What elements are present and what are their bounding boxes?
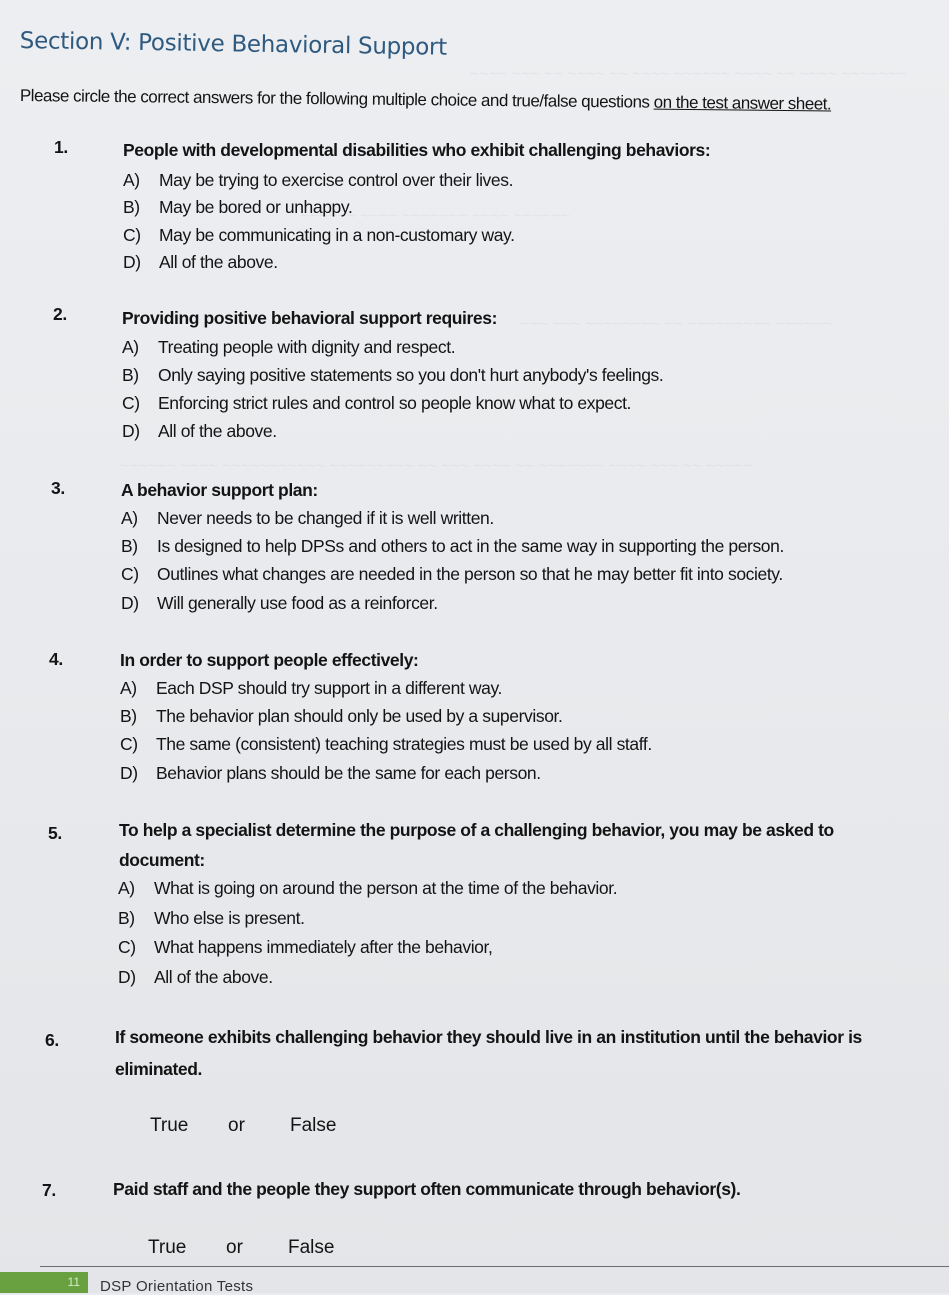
question-number: 2.	[53, 304, 67, 324]
option-text: All of the above.	[159, 252, 278, 272]
instructions-underlined: on the test answer sheet.	[653, 92, 832, 114]
option-text: Only saying positive statements so you don't hurt anybody's feelings.	[158, 365, 664, 385]
option-d[interactable]	[123, 252, 278, 273]
option-d[interactable]	[118, 967, 273, 988]
option-a[interactable]	[121, 508, 494, 529]
true-false-choice	[148, 1237, 334, 1259]
false-option[interactable]: False	[290, 1115, 337, 1136]
option-letter: D)	[123, 252, 141, 272]
bleed-through-text: ~~~~ ~~~ ~~ ~~~~ ~~ ~~~~ ~~~~~~ ~~~~ ~~ ~~~~ ~~~~~~~	[470, 66, 907, 83]
instructions	[20, 86, 831, 114]
option-letter: C)	[121, 564, 139, 584]
option-letter: B)	[122, 365, 139, 385]
option-letter: D)	[121, 593, 139, 613]
false-option[interactable]: False	[288, 1237, 335, 1258]
question-number: 4.	[49, 649, 63, 669]
footer-page-number: 11	[0, 1272, 88, 1293]
option-text: What is going on around the person at the time of the behavior.	[154, 878, 618, 898]
option-d[interactable]	[122, 421, 277, 442]
option-c[interactable]	[120, 734, 652, 755]
option-text: Enforcing strict rules and control so people know what to expect.	[158, 393, 632, 413]
option-d[interactable]	[121, 593, 438, 614]
option-text: The same (consistent) teaching strategies must be used by all staff.	[156, 734, 652, 754]
option-text: Each DSP should try support in a different way.	[156, 678, 502, 698]
option-c[interactable]	[121, 564, 783, 585]
question-number: 5.	[48, 823, 62, 843]
option-b[interactable]	[120, 706, 562, 727]
question-stem: To help a specialist determine the purpose of a challenging behavior, you may be asked to document:	[119, 820, 834, 870]
bleed-through-text: ~~~~~~ ~~~~ ~~~~~~~ ~~~~ ~~~~~~	[300, 208, 571, 225]
footer-title: DSP Orientation Tests	[100, 1278, 254, 1295]
footer-divider	[40, 1266, 949, 1267]
true-option[interactable]: True	[148, 1237, 187, 1258]
option-text: May be trying to exercise control over their lives.	[159, 170, 514, 190]
question-stem: People with developmental disabilities who exhibit challenging behaviors:	[123, 140, 711, 160]
option-a[interactable]	[118, 878, 617, 899]
option-text: Will generally use food as a reinforcer.	[157, 593, 438, 613]
question-stem: In order to support people effectively:	[120, 650, 419, 670]
option-letter: B)	[118, 908, 135, 928]
option-letter: B)	[121, 536, 138, 556]
question-number: 1.	[54, 137, 68, 157]
question-stem: Paid staff and the people they support often communicate through behavior(s).	[113, 1179, 741, 1199]
option-a[interactable]	[123, 170, 513, 191]
option-b[interactable]	[121, 536, 784, 557]
option-letter: C)	[120, 734, 138, 754]
option-c[interactable]	[118, 937, 492, 958]
option-b[interactable]	[123, 197, 352, 218]
instructions-text: Please circle the correct answers for the following multiple choice and true/false questions	[19, 86, 654, 112]
option-letter: B)	[123, 197, 140, 217]
option-c[interactable]	[123, 225, 515, 246]
option-text: May be bored or unhappy.	[159, 197, 353, 217]
option-letter: A)	[121, 508, 138, 528]
question-number: 7.	[42, 1180, 56, 1200]
option-letter: B)	[120, 706, 137, 726]
option-a[interactable]	[120, 678, 502, 699]
question-number: 6.	[45, 1030, 59, 1050]
or-label: or	[228, 1115, 245, 1136]
option-b[interactable]	[118, 908, 305, 929]
question-stem: Providing positive behavioral support requires:	[122, 308, 498, 328]
option-text: May be communicating in a non-customary way.	[159, 225, 515, 245]
option-text: Treating people with dignity and respect.	[158, 337, 456, 357]
section-title: Section V: Positive Behavioral Support	[19, 28, 448, 61]
option-letter: A)	[122, 337, 139, 357]
bleed-through-text: ~~~ ~~~ ~~~~~~~~ ~~ ~~~~~~~~~ ~~~~~~	[520, 316, 832, 333]
question-number: 3.	[51, 478, 65, 498]
option-letter: C)	[122, 393, 140, 413]
option-text: What happens immediately after the behavior,	[154, 937, 493, 957]
option-letter: D)	[120, 763, 138, 783]
true-option[interactable]: True	[150, 1115, 189, 1136]
option-text: All of the above.	[154, 967, 273, 987]
option-text: Who else is present.	[154, 908, 305, 928]
option-letter: A)	[118, 878, 135, 898]
bleed-through-text: ~~~~~~ ~~~~ ~~~~~~~~~~~ ~~~~~~~~~ ~~ ~~~ ~~~~ ~~ ~~~~~~~ ~~~~ ~~~ ~~ ~~~~~	[120, 458, 753, 475]
question-stem: If someone exhibits challenging behavior they should live in an institution until the behavior is eliminated.	[115, 1027, 862, 1079]
option-b[interactable]	[122, 365, 663, 386]
option-text: Outlines what changes are needed in the person so that he may better fit into society.	[157, 564, 783, 584]
option-letter: D)	[122, 421, 140, 441]
option-text: All of the above.	[158, 421, 277, 441]
option-text: Never needs to be changed if it is well written.	[157, 508, 494, 528]
option-letter: D)	[118, 967, 136, 987]
option-c[interactable]	[122, 393, 631, 414]
option-letter: C)	[123, 225, 141, 245]
option-text: The behavior plan should only be used by a supervisor.	[156, 706, 563, 726]
option-letter: A)	[120, 678, 137, 698]
option-letter: C)	[118, 937, 136, 957]
option-text: Is designed to help DPSs and others to act in the same way in supporting the person.	[157, 536, 784, 556]
true-false-choice	[150, 1115, 336, 1137]
option-text: Behavior plans should be the same for each person.	[156, 763, 541, 783]
option-d[interactable]	[120, 763, 541, 784]
option-a[interactable]	[122, 337, 455, 358]
question-stem: A behavior support plan:	[121, 480, 318, 500]
option-letter: A)	[123, 170, 140, 190]
or-label: or	[226, 1237, 243, 1258]
